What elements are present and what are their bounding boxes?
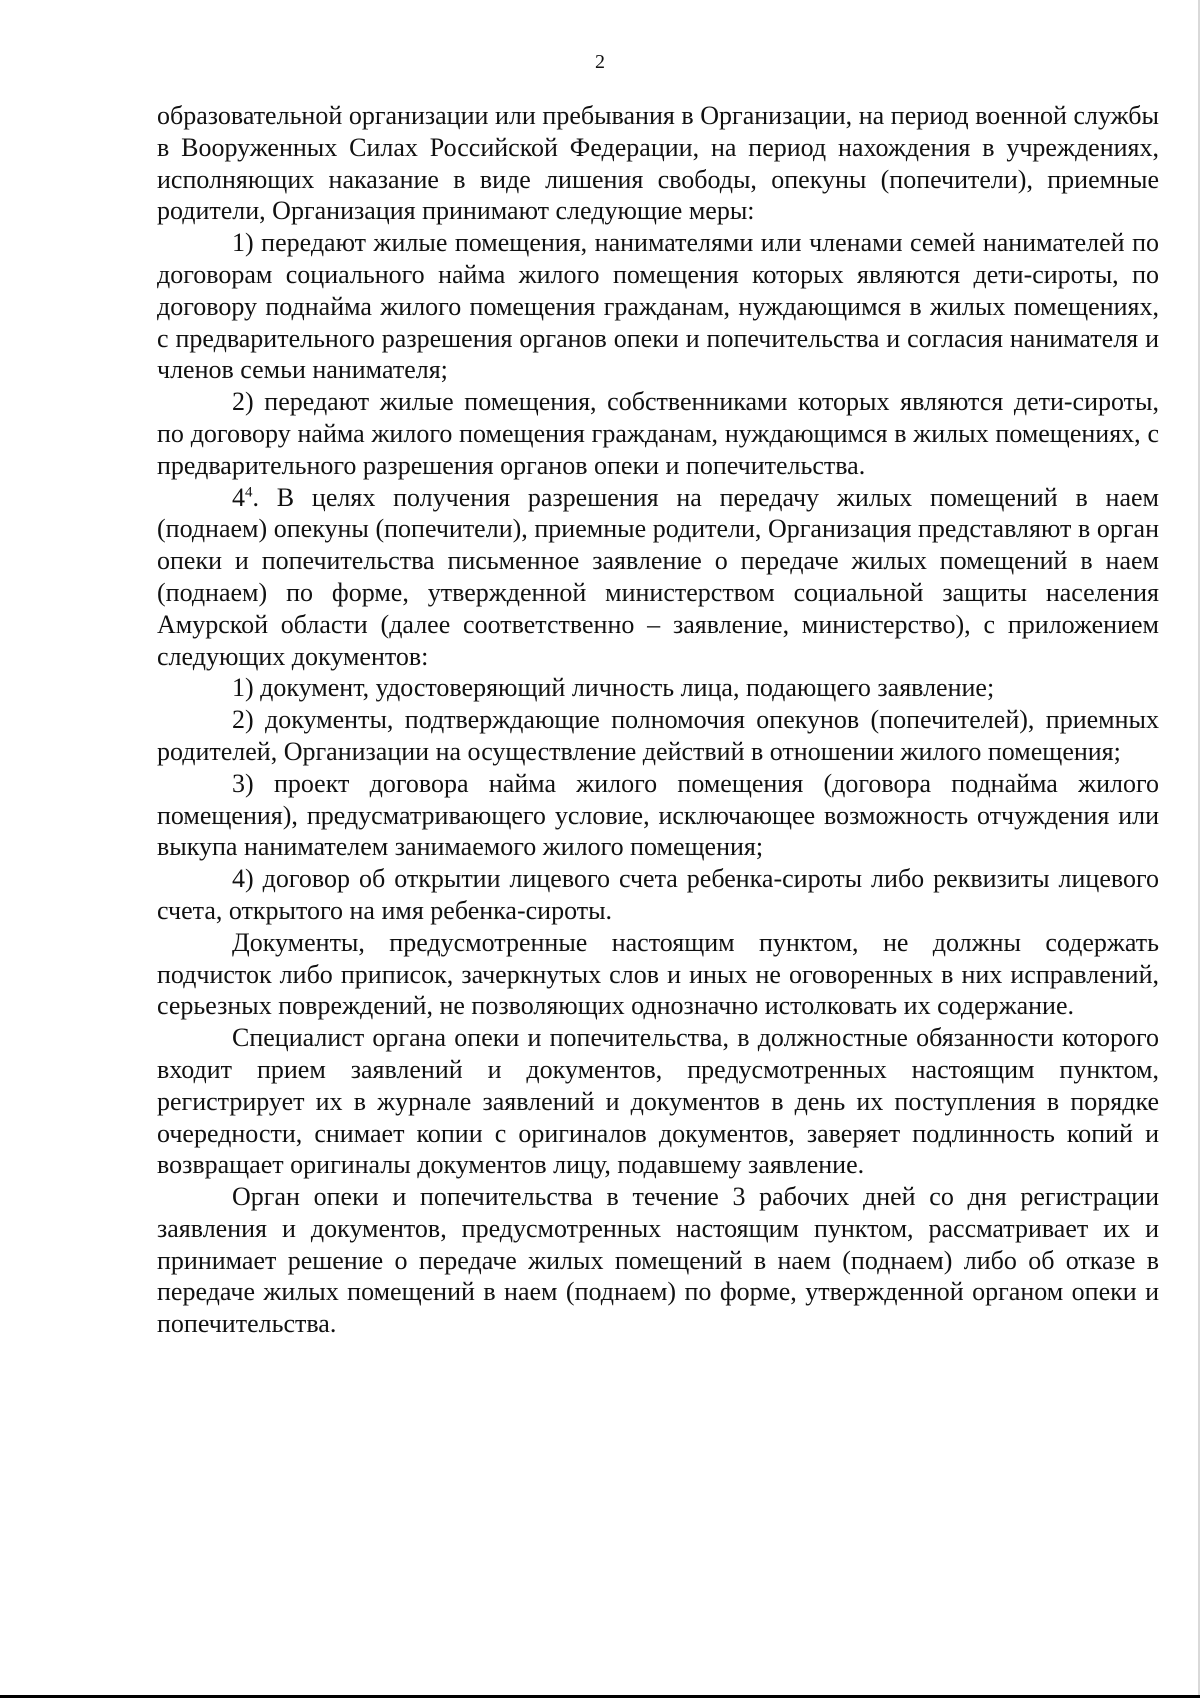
- list-item-1: 1) передают жилые помещения, нанимателями или членами семей нанимателей по договорам социального найма жилого помещения которых являются дети-сироты, по договору поднайма жилого помещения гражданам, нуждающимся в жилых помещениях, с предварительного разрешения органов опеки и попечительства и согласия нанимателя и членов семьи нанимателя;: [157, 228, 1159, 385]
- document-item-2: 2) документы, подтверждающие полномочия опекунов (попечителей), приемных родителей, Организации на осуществление действий в отношении жилого помещения;: [157, 705, 1159, 766]
- document-item-1: 1) документ, удостоверяющий личность лица, подающего заявление;: [232, 673, 995, 703]
- paragraph-continuation: образовательной организации или пребывания в Организации, на период военной службы в Вооруженных Силах Российской Федерации, на период нахождения в учреждениях, исполняющих наказание в виде лишения свободы, опекуны (попечители), приемные родители, Организация принимают следующие меры:: [157, 101, 1159, 226]
- clause-text: . В целях получения разрешения на передачу жилых помещений в наем (поднаем) опекуны (попечители), приемные родители, Организация представляют в орган опеки и попечительства письменное заявление о передаче жилых помещений в наем (поднаем) по форме, утвержденной министерством социальной защиты населения Амурской области (далее соответственно – заявление, министерство), с приложением следующих документов:: [157, 482, 1159, 671]
- list-item-2: 2) передают жилые помещения, собственниками которых являются дети-сироты, по договору найма жилого помещения гражданам, нуждающимся в жилых помещениях, с предварительного разрешения органов опеки и попечительства.: [157, 387, 1159, 480]
- documents-requirements-paragraph: Документы, предусмотренные настоящим пунктом, не должны содержать подчисток либо приписок, зачеркнутых слов и иных не оговоренных в них исправлений, серьезных повреждений, не позволяющих однозначно истолковать их содержание.: [157, 927, 1159, 1021]
- decision-paragraph: Орган опеки и попечительства в течение 3 рабочих дней со дня регистрации заявления и документов, предусмотренных настоящим пунктом, рассматривает их и принимает решение о передаче жилых помещений в наем (поднаем) либо об отказе в передаче жилых помещений в наем (поднаем) по форме, утвержденной органом опеки и попечительства.: [157, 1182, 1159, 1339]
- document-body: [157, 100, 1159, 1340]
- document-item-3: 3) проект договора найма жилого помещения (договора поднайма жилого помещения), предусматривающего условие, исключающее возможность отчуждения или выкупа нанимателем занимаемого жилого помещения;: [157, 768, 1159, 862]
- specialist-paragraph: Специалист органа опеки и попечительства, в должностные обязанности которого входит прием заявлений и документов, предусмотренных настоящим пунктом, регистрирует их в журнале заявлений и документов в день их поступления в порядке очередности, снимает копии с оригиналов документов, заверяет подлинность копий и возвращает оригиналы документов лицу, подавшему заявление.: [157, 1023, 1159, 1180]
- document-item-4: 4) договор об открытии лицевого счета ребенка-сироты либо реквизиты лицевого счета, открытого на имя ребенка-сироты.: [157, 864, 1159, 925]
- page-number: 2: [595, 51, 605, 73]
- clause-4-4: [157, 482, 1159, 673]
- clause-number: 4: [232, 482, 245, 512]
- clause-superscript: 4: [245, 483, 253, 500]
